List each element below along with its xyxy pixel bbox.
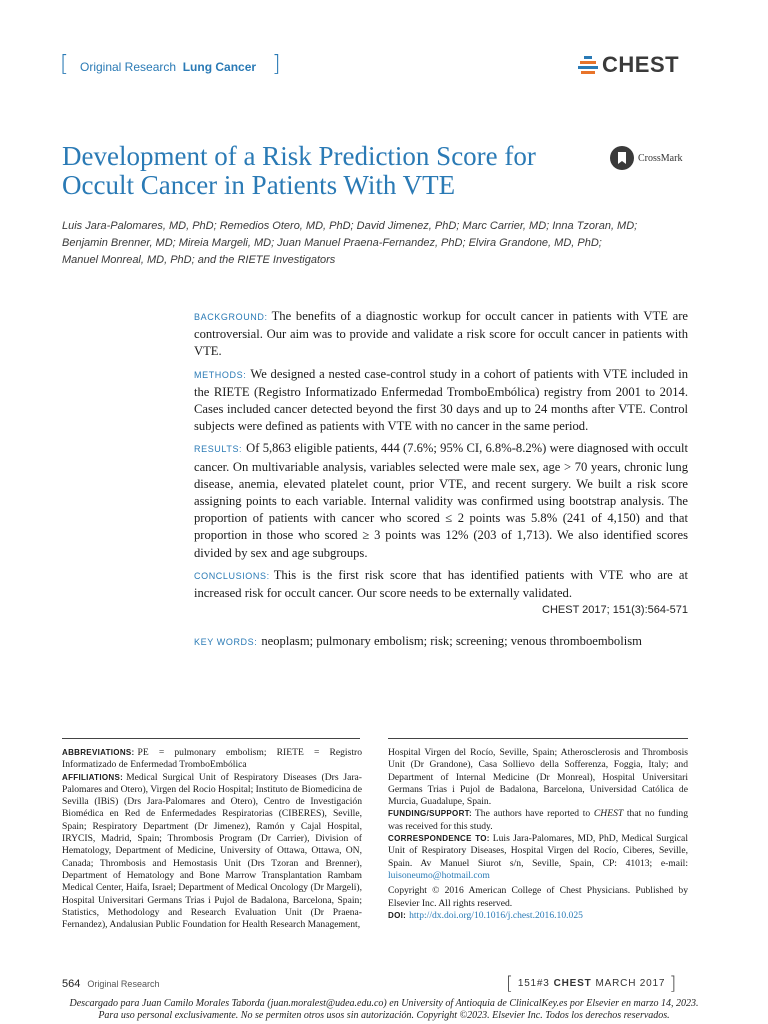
correspondence [388, 833, 688, 882]
affiliations-text: Medical Surgical Unit of Respiratory Diseases (Drs Jara-Palomares and Otero), Virgen del Rocio Hospital; Instituto de Biomedicina de Sevilla (IBiS) (Drs Jara-Palomares and Otero), Centro de Investigación Biomédica en Red de Enfermedades Respiratorias (CIBERES), Seville, Spain; Respiratory Department (Dr Jimenez), Ramón y Cajal Hospital, IRYCIS, Madrid, Spain; Thrombosis Program (Dr Carrier), Division of Hematology, Department of Medicine, University of Ottawa, Ottawa, ON, Canada; Thrombosis and Hemostasis Unit (Drs Tzoran and Brenner), Department of Hematology and Bone Marrow Transplantation Rambam Medical Center, Haifa, Israel; Department of Medical Oncology (Dr Margeli), Hospital Universitari Germans Trias i Pujol de Badalona, Barcelona, Spain; Statistics, Methodology and Research Evaluation Unit (Dr Praena-Fernandez), Andalusian Public Foundation for Health Research Management, [62, 771, 362, 931]
correspondence-email-link[interactable]: luisoneumo@hotmail.com [388, 869, 490, 881]
abstract-background [194, 308, 688, 361]
affiliations-label: AFFILIATIONS: [62, 772, 124, 782]
abstract-keywords [194, 633, 688, 651]
footer-section: Original Research [87, 979, 160, 989]
article-title [62, 142, 602, 200]
crossmark-badge[interactable] [610, 146, 682, 170]
header-bracket-right: ] [272, 52, 281, 77]
footnotes-right [388, 747, 688, 922]
chest-logo [578, 52, 679, 78]
affiliations-continued: Hospital Virgen del Rocío, Seville, Spain; Atherosclerosis and Thrombosis Unit (Dr Grandone), Casa Sollievo della Sofferenza, Foggia, Italy; and Department of Internal Medicine (Dr Monreal), Hospital Universitari Germans Trias i Pujol de Badalona, Barcelona, Universidad Católica de Murcia, Guadalupe, Spain. [388, 747, 688, 808]
copyright: Copyright © 2016 American College of Chest Physicians. Published by Elsevier Inc. All rights reserved. [388, 885, 688, 909]
keywords-label: KEY WORDS: [194, 637, 258, 648]
header-bracket-left: [ [60, 52, 69, 77]
doi-label: DOI: [388, 910, 407, 920]
doi [388, 910, 688, 922]
abbreviations [62, 747, 362, 772]
results-text: Of 5,863 eligible patients, 444 (7.6%; 95% CI, 6.8%-8.2%) were diagnosed with occult cancer. On multivariable analysis, variables selected were male sex, age > 70 years, chronic lung disease, anemia, elevated platelet count, prior VTE, and recent surgery. We built a risk score assigning points to each variable. Internal validity was confirmed using bootstrap analysis. The proportion of patients with cancer who scored ≤ 2 points was 5.8% (241 of 4,150) and that proportion in those who scored ≥ 3 points was 12% (203 of 1,713). We also identified scores divided by sex and age subgroups. [194, 441, 688, 560]
footnote-rule-left [62, 738, 360, 739]
funding-text-post: that no funding was received for this study. [388, 808, 688, 832]
footer-bracket-left: [ [506, 973, 514, 994]
crossmark-label: CrossMark [638, 152, 683, 164]
funding [388, 808, 688, 833]
header-section [80, 59, 256, 75]
footer-date: MARCH 2017 [595, 978, 666, 989]
authors-line-2: Benjamin Brenner, MD; Mireia Margeli, MD; Juan Manuel Praena-Fernandez, PhD; Elvira Grandone, MD, PhD; [62, 237, 602, 249]
funding-text-pre: The authors have reported to [474, 808, 591, 820]
conclusions-text: This is the first risk score that has identified patients with VTE who are at increased risk for occult cancer. Our score needs to be externally validated. [194, 567, 688, 601]
keywords-text: neoplasm; pulmonary embolism; risk; screening; venous thromboembolism [261, 634, 642, 649]
correspondence-label: CORRESPONDENCE TO: [388, 834, 490, 844]
footer-bracket-right: ] [669, 973, 678, 994]
background-text: The benefits of a diagnostic workup for occult cancer in patients with VTE are controversial. Our aim was to provide and validate a risk score for occult cancer in patients with VTE. [194, 309, 688, 359]
background-label: BACKGROUND: [194, 312, 268, 322]
title-line-2: Occult Cancer in Patients With VTE [62, 170, 456, 200]
crossmark-icon [610, 146, 634, 170]
chest-logo-icon [578, 56, 598, 74]
affiliations [62, 772, 362, 932]
footnotes-left [62, 747, 362, 931]
methods-text: We designed a nested case-control study in a cohort of patients with VTE included in the RIETE (Registro Informatizado Enfermedad TromboEmbólica) registry from 2001 to 2014. Cases included cancer detected beyond the first 30 days and up to 24 months after VTE. Control subjects were defined as patients with VTE with no cancer in the same period. [194, 366, 688, 434]
abbreviations-label: ABBREVIATIONS: [62, 748, 135, 757]
abbreviations-text: PE = pulmonary embolism; RIETE = Registro Informatizado de Enfermedad TromboEmbólica [62, 747, 362, 771]
chest-logo-text: CHEST [602, 52, 680, 77]
download-notice [0, 998, 768, 1022]
header-topic-label: Lung Cancer [182, 60, 257, 74]
download-line-2: Para uso personal exclusivamente. No se permiten otros usos sin autorización. Copyright ©2023. Elsevier Inc. Todos los derechos reservados. [98, 1010, 670, 1021]
footer-page-info [62, 978, 159, 990]
abstract-results [194, 440, 688, 561]
funding-journal: CHEST [593, 808, 624, 820]
authors-line-3: Manuel Monreal, MD, PhD; and the RIETE Investigators [62, 254, 336, 266]
abstract-conclusions [194, 567, 688, 602]
results-label: RESULTS: [194, 444, 243, 455]
footer-journal-info [506, 973, 677, 994]
authors-line-1: Luis Jara-Palomares, MD, PhD; Remedios Otero, MD, PhD; David Jimenez, PhD; Marc Carrier, MD; Inna Tzoran, MD; [62, 220, 638, 232]
methods-label: METHODS: [194, 369, 247, 380]
title-line-1: Development of a Risk Prediction Score for [62, 141, 536, 171]
header-section-label: Original Research [80, 60, 177, 74]
doi-link[interactable]: http://dx.doi.org/10.1016/j.chest.2016.10.025 [409, 909, 583, 921]
download-line-1: Descargado para Juan Camilo Morales Taborda (juan.moralest@udea.edu.co) en University of Antioquia de ClinicalKey.es por Elsevier en marzo 14, 2023. [69, 998, 699, 1009]
footer-issue: 151#3 [517, 978, 550, 989]
citation: CHEST 2017; 151(3):564-571 [542, 604, 688, 617]
footnote-rule-right [388, 738, 688, 739]
correspondence-text: Luis Jara-Palomares, MD, PhD, Medical Surgical Unit of Respiratory Diseases, Hospital Virgen del Rocío, Ciberes, Seville, Spain. Av Manuel Siurot s/n, Seville, Spain, CP: 41013; e-mail: [388, 833, 688, 869]
abstract-methods [194, 366, 688, 436]
footer-journal: CHEST [553, 978, 592, 989]
author-list [62, 218, 702, 269]
abstract [194, 308, 688, 657]
conclusions-label: CONCLUSIONS: [194, 570, 270, 581]
page-number: 564 [62, 978, 81, 990]
funding-label: FUNDING/SUPPORT: [388, 809, 472, 819]
